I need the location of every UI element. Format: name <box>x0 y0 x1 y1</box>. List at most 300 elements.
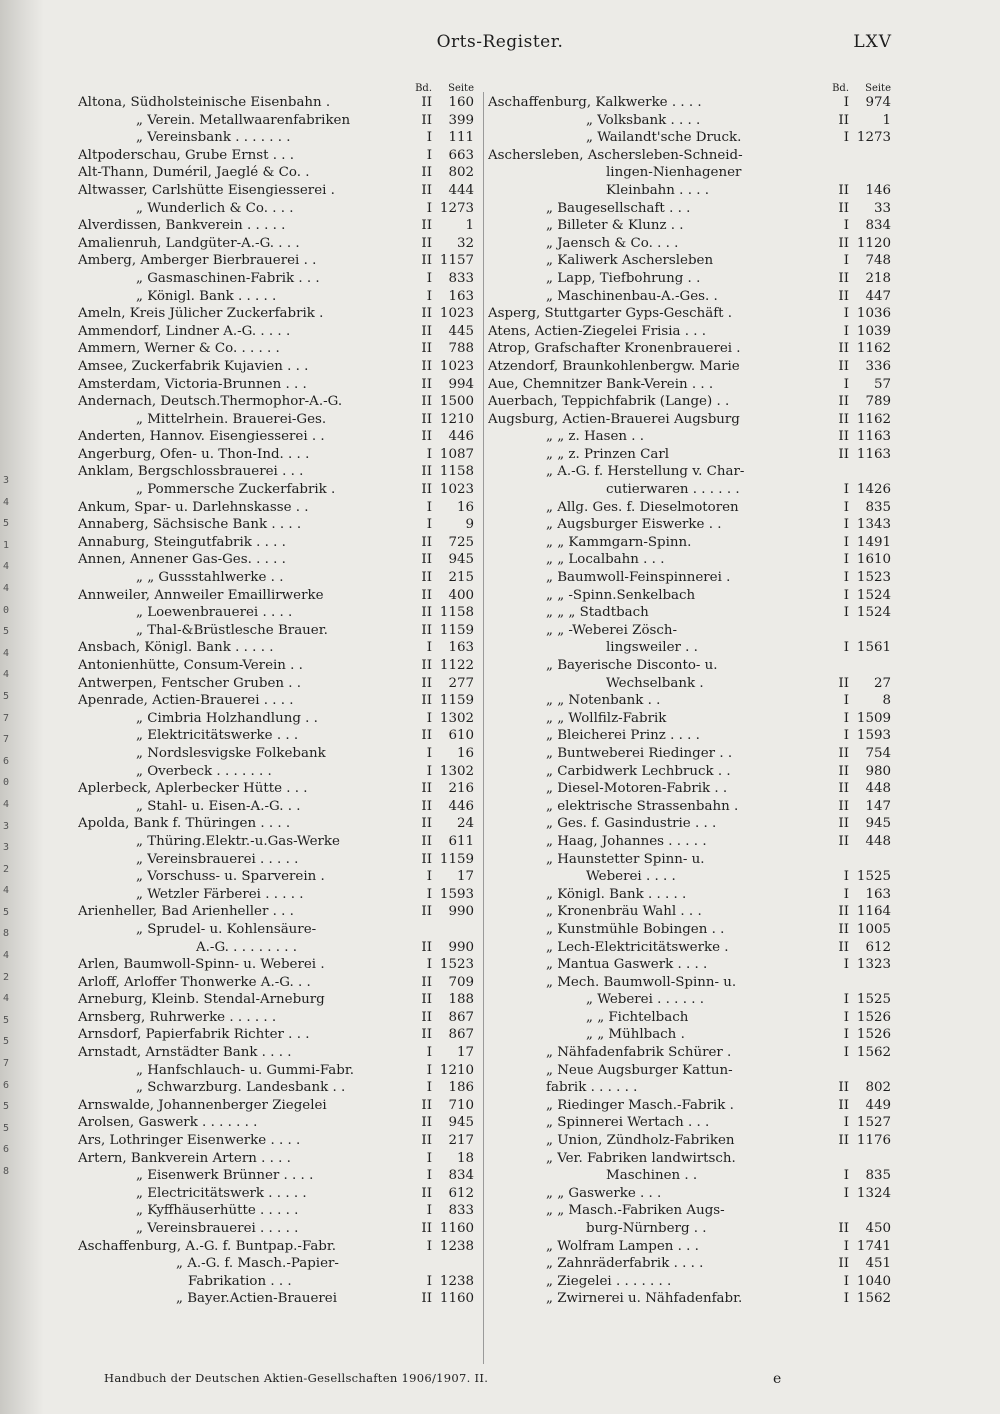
entry-page: 16 <box>456 499 474 515</box>
entry-page: 1163 <box>856 446 891 462</box>
entry-name: „ Hanfschlauch- u. Gummi-Fabr. <box>136 1062 355 1078</box>
entry-name: Annen, Annener Gas-Ges. . . . . <box>78 552 286 568</box>
entry-page: 1039 <box>856 323 891 339</box>
entry-volume: II <box>421 974 432 990</box>
entry-page: 1524 <box>856 605 891 621</box>
entry-volume: II <box>838 1221 849 1236</box>
entry-name: Amsterdam, Victoria-Brunnen . . . <box>78 376 307 392</box>
entry-page: 1523 <box>856 570 891 586</box>
entry-name: „ Billeter & Klunz . . <box>546 218 684 234</box>
entry-page: 111 <box>448 130 474 146</box>
entry-name: „ Nordslesvigske Folkebank <box>136 745 326 761</box>
register-entry <box>488 164 891 182</box>
entry-volume: II <box>421 728 432 744</box>
entry-volume: I <box>843 482 849 498</box>
entry-name: „ Königl. Bank . . . . . <box>546 886 687 902</box>
register-entry <box>78 745 474 763</box>
entry-volume: I <box>843 587 849 603</box>
register-entry <box>488 622 891 640</box>
entry-volume: II <box>421 394 432 410</box>
entry-volume <box>406 921 432 939</box>
entry-name: „ Vorschuss- u. Sparverein . <box>136 869 325 885</box>
register-entry <box>78 147 474 165</box>
register-entry <box>488 235 891 253</box>
entry-volume: II <box>838 429 849 445</box>
entry-page <box>432 921 474 939</box>
entry-volume: I <box>843 992 849 1008</box>
register-entry <box>488 903 891 921</box>
register-entry <box>488 463 891 481</box>
register-entry <box>488 851 891 869</box>
entry-name: Arnswalde, Johannenberger Ziegelei <box>78 1097 327 1113</box>
entry-page: 27 <box>873 675 891 691</box>
entry-volume: I <box>843 1009 849 1025</box>
entry-name: „ Thüring.Elektr.-u.Gas-Werke <box>136 833 340 849</box>
register-entry <box>488 1026 891 1044</box>
edge-digit: 6 <box>3 1079 10 1091</box>
entry-name: „ Kyffhäuserhütte . . . . . <box>136 1203 299 1219</box>
entry-page: 1238 <box>439 1273 474 1289</box>
entry-page: 610 <box>448 728 474 744</box>
entry-name: Arloff, Arloffer Thonwerke A.-G. . . <box>78 974 311 990</box>
entry-name: „ Kronenbräu Wahl . . . <box>546 904 702 920</box>
entry-page: 1120 <box>856 235 891 251</box>
entry-name: „ Augsburger Eiswerke . . <box>546 517 722 533</box>
edge-digit: 3 <box>3 820 10 832</box>
entry-volume: I <box>843 869 849 885</box>
entry-volume: II <box>838 270 849 286</box>
entry-volume <box>823 974 849 992</box>
entry-volume: II <box>838 1080 849 1096</box>
entry-volume: II <box>421 816 432 832</box>
register-entry <box>78 974 474 992</box>
entry-name: „ „ Localbahn . . . <box>546 552 665 568</box>
entry-name: „ Königl. Bank . . . . . <box>136 288 277 304</box>
entry-volume: I <box>843 710 849 726</box>
entry-page: 163 <box>865 886 891 902</box>
entry-volume: II <box>421 182 432 198</box>
entry-name: „ Baumwoll-Feinspinnerei . <box>546 570 731 586</box>
entry-name: Annweiler, Annweiler Emaillirwerke <box>78 587 324 603</box>
entry-name: „ Schwarzburg. Landesbank . . <box>136 1080 346 1096</box>
entry-volume: II <box>421 622 432 638</box>
entry-volume: I <box>843 693 849 709</box>
entry-page: 1023 <box>439 482 474 498</box>
register-entry <box>78 288 474 306</box>
register-entry <box>488 288 891 306</box>
register-entry <box>78 1079 474 1097</box>
entry-name: Arienheller, Bad Arienheller . . . <box>78 904 294 920</box>
entry-volume: II <box>421 341 432 357</box>
entry-name: Arneburg, Kleinb. Stendal-Arneburg <box>78 992 325 1008</box>
entry-volume: II <box>838 939 849 955</box>
entry-page: 833 <box>448 270 474 286</box>
entry-volume: I <box>843 886 849 902</box>
entry-page <box>849 147 891 165</box>
entry-page: 1023 <box>439 306 474 322</box>
register-entry <box>78 200 474 218</box>
entry-volume: I <box>843 605 849 621</box>
entry-page <box>432 1255 474 1273</box>
entry-page: 1158 <box>439 464 474 480</box>
entry-volume: I <box>843 1168 849 1184</box>
entry-volume: I <box>843 306 849 322</box>
entry-page: 835 <box>865 499 891 515</box>
entry-name: „ Diesel-Motoren-Fabrik . . <box>546 781 728 797</box>
entry-volume: I <box>426 640 432 656</box>
entry-name: „ Mittelrhein. Brauerei-Ges. <box>136 411 327 427</box>
entry-name: „ „ -Spinn.Senkelbach <box>546 587 696 603</box>
entry-page: 336 <box>865 358 891 374</box>
entry-name: Apenrade, Actien-Brauerei . . . . <box>78 693 294 709</box>
entry-volume <box>823 657 849 675</box>
page-edge-digits <box>3 470 15 1183</box>
entry-name: „ Weberei . . . . . . <box>586 992 704 1008</box>
entry-page: 1426 <box>856 482 891 498</box>
register-entry <box>488 868 891 886</box>
entry-name: Ammendorf, Lindner A.-G. . . . . <box>78 323 291 339</box>
column-divider <box>483 92 484 1364</box>
entry-page: 1164 <box>856 904 891 920</box>
entry-volume: I <box>843 534 849 550</box>
register-entry <box>78 1026 474 1044</box>
entry-page: 399 <box>448 112 474 128</box>
entry-volume: II <box>421 552 432 568</box>
entry-name: „ Haag, Johannes . . . . . <box>546 833 707 849</box>
entry-name: „ Union, Zündholz-Fabriken <box>546 1133 735 1149</box>
entry-name: lingen-Nienhagener <box>606 165 742 181</box>
entry-page: 1526 <box>856 1027 891 1043</box>
entry-page: 1210 <box>439 411 474 427</box>
entry-name: „ Wetzler Färberei . . . . . <box>136 886 304 902</box>
entry-page: 990 <box>448 939 474 955</box>
entry-volume: II <box>838 200 849 216</box>
entry-volume: II <box>421 1009 432 1025</box>
register-entry <box>488 675 891 693</box>
register-entry <box>78 1185 474 1203</box>
edge-digit: 1 <box>3 539 10 551</box>
register-entry <box>78 446 474 464</box>
entry-page: 9 <box>465 517 474 533</box>
register-entry <box>488 657 891 675</box>
entry-volume: II <box>421 570 432 586</box>
bd-header: Bd. <box>415 83 432 94</box>
entry-page: 990 <box>448 904 474 920</box>
register-entry <box>488 252 891 270</box>
entry-name: Amsee, Zuckerfabrik Kujavien . . . <box>78 358 309 374</box>
entry-name: „ Loewenbrauerei . . . . <box>136 605 293 621</box>
register-entry <box>488 112 891 130</box>
entry-page: 1 <box>465 218 474 234</box>
seite-header: Seite <box>448 83 474 94</box>
entry-volume: II <box>421 323 432 339</box>
entry-name: „ Bleicherei Prinz . . . . <box>546 728 700 744</box>
register-entry <box>78 587 474 605</box>
edge-digit: 4 <box>3 993 10 1005</box>
entry-name: Aue, Chemnitzer Bank-Verein . . . <box>488 376 714 392</box>
register-entry <box>78 393 474 411</box>
entry-volume: I <box>843 1273 849 1289</box>
entry-page <box>849 622 891 640</box>
register-entry <box>78 499 474 517</box>
entry-volume <box>823 463 849 481</box>
entry-name: „ Haunstetter Spinn- u. <box>546 851 705 867</box>
entry-volume: I <box>843 1238 849 1254</box>
entry-volume: II <box>421 798 432 814</box>
register-entry <box>488 710 891 728</box>
entry-volume: II <box>421 1097 432 1113</box>
register-entry <box>78 463 474 481</box>
entry-volume: II <box>421 1115 432 1131</box>
entry-page: 802 <box>865 1080 891 1096</box>
edge-digit: 4 <box>3 885 10 897</box>
register-entry <box>488 1132 891 1150</box>
entry-page: 1 <box>882 112 891 128</box>
register-entry <box>488 692 891 710</box>
entry-volume: I <box>843 552 849 568</box>
entry-page: 1526 <box>856 1009 891 1025</box>
entry-volume <box>823 851 849 869</box>
entry-page: 1302 <box>439 710 474 726</box>
register-entry <box>78 305 474 323</box>
register-entry <box>78 235 474 253</box>
edge-digit: 5 <box>3 1122 10 1134</box>
entry-volume: I <box>843 323 849 339</box>
register-entry <box>78 886 474 904</box>
entry-name: Ameln, Kreis Jülicher Zuckerfabrik . <box>78 306 324 322</box>
entry-page: 1176 <box>856 1133 891 1149</box>
entry-name: „ „ Gaswerke . . . <box>546 1185 662 1201</box>
entry-page <box>849 657 891 675</box>
entry-page: 788 <box>448 341 474 357</box>
register-entry <box>78 921 474 939</box>
register-entry <box>78 622 474 640</box>
entry-page: 160 <box>448 95 474 110</box>
entry-volume: I <box>426 1080 432 1096</box>
entry-volume: I <box>426 446 432 462</box>
register-entry <box>78 323 474 341</box>
entry-name: Atens, Actien-Ziegelei Frisia . . . <box>488 323 707 339</box>
entry-name: „ Buntweberei Riedinger . . <box>546 745 733 761</box>
entry-volume: II <box>838 112 849 128</box>
entry-volume: II <box>421 306 432 322</box>
register-entry <box>488 833 891 851</box>
entry-name: „ Mantua Gaswerk . . . . <box>546 957 708 973</box>
entry-page: 8 <box>882 693 891 709</box>
entry-page: 18 <box>456 1150 474 1166</box>
entry-volume: II <box>421 658 432 673</box>
register-entry <box>78 358 474 376</box>
edge-digit: 0 <box>3 777 10 789</box>
entry-volume: I <box>426 886 432 902</box>
entry-page: 974 <box>865 95 891 110</box>
entry-volume: I <box>426 710 432 726</box>
entry-page: 277 <box>448 675 474 691</box>
entry-volume: II <box>421 992 432 1008</box>
entry-name: „ Jaensch & Co. . . . <box>546 235 679 251</box>
register-entry <box>78 1150 474 1168</box>
entry-page: 1593 <box>439 886 474 902</box>
register-entry <box>78 798 474 816</box>
entry-volume: I <box>426 1150 432 1166</box>
entry-volume: I <box>843 130 849 146</box>
register-entry <box>78 710 474 728</box>
right-column <box>488 78 891 1308</box>
entry-name: „ Elektricitätswerke . . . <box>136 728 299 744</box>
register-entry <box>78 129 474 147</box>
entry-page: 1343 <box>856 517 891 533</box>
entry-page: 834 <box>448 1168 474 1184</box>
entry-volume: II <box>838 921 849 937</box>
entry-page: 146 <box>865 182 891 198</box>
register-entry <box>488 446 891 464</box>
entry-volume: II <box>421 587 432 603</box>
entry-page: 215 <box>448 570 474 586</box>
register-entry <box>488 217 891 235</box>
register-entry <box>488 270 891 288</box>
edge-digit: 5 <box>3 626 10 638</box>
entry-volume: I <box>843 1185 849 1201</box>
entry-page: 24 <box>456 816 474 832</box>
entry-volume: II <box>838 358 849 374</box>
edge-digit: 5 <box>3 1036 10 1048</box>
entry-name: „ Ver. Fabriken landwirtsch. <box>546 1150 736 1166</box>
entry-page: 725 <box>448 534 474 550</box>
entry-name: Amalienruh, Landgüter-A.-G. . . . <box>78 235 300 251</box>
left-column <box>78 78 474 1308</box>
register-entry <box>78 428 474 446</box>
entry-volume: II <box>838 182 849 198</box>
entry-page: 1238 <box>439 1238 474 1254</box>
entry-volume <box>823 1150 849 1168</box>
entry-name: „ elektrische Strassenbahn . <box>546 798 739 814</box>
entry-page: 218 <box>865 270 891 286</box>
register-entry <box>78 534 474 552</box>
entry-name: Ansbach, Königl. Bank . . . . . <box>78 640 274 656</box>
entry-name: „ „ Wollfilz-Fabrik <box>546 710 667 726</box>
register-entry <box>78 1062 474 1080</box>
edge-digit: 7 <box>3 712 10 724</box>
entry-name: „ Bayerische Disconto- u. <box>546 658 718 673</box>
entry-volume <box>823 147 849 165</box>
entry-name: „ Ges. f. Gasindustrie . . . <box>546 816 717 832</box>
entry-page <box>849 851 891 869</box>
register-entry <box>78 639 474 657</box>
edge-digit: 5 <box>3 518 10 530</box>
entry-name: Altpoderschau, Grube Ernst . . . <box>78 147 295 163</box>
entry-name: „ Maschinenbau-A.-Ges. . <box>546 288 718 304</box>
entry-page: 754 <box>865 745 891 761</box>
entry-page: 1160 <box>439 1291 474 1307</box>
entry-volume: I <box>426 763 432 779</box>
entry-page: 1005 <box>856 921 891 937</box>
entry-name: cutierwaren . . . . . . <box>606 482 740 498</box>
entry-page: 1023 <box>439 358 474 374</box>
register-entry <box>78 270 474 288</box>
entry-volume: I <box>426 1062 432 1078</box>
register-entry <box>78 1220 474 1238</box>
register-entry <box>488 94 891 112</box>
entry-page: 663 <box>448 147 474 163</box>
register-entry <box>78 868 474 886</box>
entry-name: Annaberg, Sächsische Bank . . . . <box>78 517 302 533</box>
entry-volume: II <box>838 1133 849 1149</box>
entry-name: Alverdissen, Bankverein . . . . . <box>78 218 286 234</box>
register-entry <box>78 939 474 957</box>
entry-volume: I <box>843 1291 849 1307</box>
register-entry <box>488 956 891 974</box>
entry-volume: I <box>426 517 432 533</box>
entry-volume <box>823 164 849 182</box>
entry-volume: II <box>838 833 849 849</box>
entry-page: 1157 <box>439 253 474 269</box>
entry-page: 1562 <box>856 1291 891 1307</box>
right-column-header <box>488 78 891 94</box>
edge-digit: 2 <box>3 863 10 875</box>
register-entry <box>78 340 474 358</box>
register-entry <box>78 780 474 798</box>
entry-volume: II <box>838 763 849 779</box>
entry-name: A.-G. . . . . . . . . <box>196 939 298 955</box>
entry-name: Apolda, Bank f. Thüringen . . . . <box>78 816 291 832</box>
entry-page: 1273 <box>856 130 891 146</box>
entry-page: 1741 <box>856 1238 891 1254</box>
entry-name: „ Thal-&Brüstlesche Brauer. <box>136 622 328 638</box>
entry-page: 748 <box>865 253 891 269</box>
entry-volume: I <box>426 1168 432 1184</box>
entry-page: 1524 <box>856 587 891 603</box>
register-entry <box>78 833 474 851</box>
entry-name: „ Carbidwerk Lechbruck . . <box>546 763 731 779</box>
register-entry <box>488 551 891 569</box>
entry-name: „ „ Masch.-Fabriken Augs- <box>546 1203 725 1219</box>
edge-digit: 2 <box>3 971 10 983</box>
register-entry <box>488 727 891 745</box>
entry-page: 447 <box>865 288 891 304</box>
entry-volume: II <box>421 464 432 480</box>
register-entry <box>488 499 891 517</box>
entry-name: Maschinen . . <box>606 1168 698 1184</box>
entry-page: 217 <box>448 1133 474 1149</box>
register-entry <box>488 745 891 763</box>
entry-name: „ Zwirnerei u. Nähfadenfabr. <box>546 1291 743 1307</box>
entry-name: Aschersleben, Aschersleben-Schneid- <box>488 147 743 163</box>
entry-page: 1525 <box>856 869 891 885</box>
entry-volume: I <box>843 253 849 269</box>
entry-name: „ Cimbria Holzhandlung . . <box>136 710 318 726</box>
entry-name: Auerbach, Teppichfabrik (Lange) . . <box>488 394 730 410</box>
entry-volume: II <box>421 1133 432 1149</box>
entry-page: 449 <box>865 1097 891 1113</box>
entry-page: 1324 <box>856 1185 891 1201</box>
register-entry <box>78 956 474 974</box>
entry-volume <box>406 1255 432 1273</box>
entry-volume: I <box>843 499 849 515</box>
entry-page: 1561 <box>856 640 891 656</box>
entry-name: Arnsdorf, Papierfabrik Richter . . . <box>78 1027 310 1043</box>
entry-page: 867 <box>448 1009 474 1025</box>
entry-name: „ Volksbank . . . . <box>586 112 701 128</box>
entry-page: 446 <box>448 429 474 445</box>
entry-volume: I <box>426 745 432 761</box>
entry-page: 1523 <box>439 957 474 973</box>
page-header <box>0 32 1000 62</box>
entry-volume: I <box>843 640 849 656</box>
entry-page: 1162 <box>856 411 891 427</box>
register-entry <box>78 217 474 235</box>
register-entry <box>488 1079 891 1097</box>
register-entry <box>488 886 891 904</box>
